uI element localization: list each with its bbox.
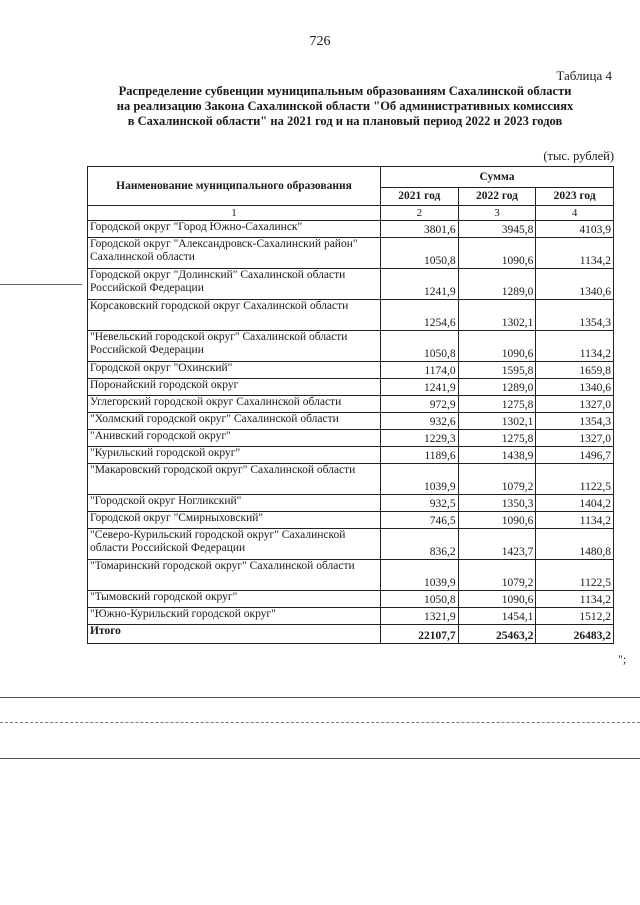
amount-2022: 1079,2 [458, 464, 536, 495]
header-year-2022: 2022 год [458, 188, 536, 206]
amount-2022: 1289,0 [458, 379, 536, 396]
municipality-name: Городской округ "Охинский" [88, 362, 381, 379]
table-row [88, 529, 614, 560]
header-year-2021: 2021 год [381, 188, 459, 206]
total-label: Итого [88, 625, 381, 644]
column-index: 2 [381, 206, 459, 221]
subvention-table [87, 166, 614, 644]
amount-2022: 1454,1 [458, 608, 536, 625]
municipality-name: Городской округ "Смирныховский" [88, 512, 381, 529]
amount-2023: 1134,2 [536, 331, 614, 362]
amount-2021: 836,2 [381, 529, 459, 560]
header-name: Наименование муниципального образования [88, 167, 381, 206]
amount-2023: 1659,8 [536, 362, 614, 379]
amount-2021: 1039,9 [381, 464, 459, 495]
column-index: 3 [458, 206, 536, 221]
table-row [88, 464, 614, 495]
amount-2022: 1289,0 [458, 269, 536, 300]
municipality-name: "Южно-Курильский городской округ" [88, 608, 381, 625]
table-row [88, 221, 614, 238]
amount-2023: 1404,2 [536, 495, 614, 512]
amount-2023: 1134,2 [536, 238, 614, 269]
municipality-name: Городской округ "Город Южно-Сахалинск" [88, 221, 381, 238]
amount-2023: 1340,6 [536, 379, 614, 396]
table-row [88, 608, 614, 625]
amount-2023: 1496,7 [536, 447, 614, 464]
table-row [88, 560, 614, 591]
municipality-name: "Анивский городской округ" [88, 430, 381, 447]
amount-2022: 1423,7 [458, 529, 536, 560]
amount-2023: 1134,2 [536, 512, 614, 529]
amount-2022: 1302,1 [458, 413, 536, 430]
column-index-row [88, 206, 614, 221]
municipality-name: "Тымовский городской округ" [88, 591, 381, 608]
table-number: Таблица 4 [556, 68, 612, 83]
column-index: 4 [536, 206, 614, 221]
amount-2021: 1229,3 [381, 430, 459, 447]
amount-2021: 1050,8 [381, 591, 459, 608]
municipality-name: "Томаринский городской округ" Сахалинской области [88, 560, 381, 591]
amount-2021: 1321,9 [381, 608, 459, 625]
amount-2021: 1039,9 [381, 560, 459, 591]
total-row [88, 625, 614, 644]
header-year-2023: 2023 год [536, 188, 614, 206]
title-line: на реализацию Закона Сахалинской области "Об административных комиссиях [116, 99, 574, 113]
amount-2023: 1327,0 [536, 430, 614, 447]
column-index: 1 [88, 206, 381, 221]
amount-2021: 746,5 [381, 512, 459, 529]
municipality-name: "Курильский городской округ" [88, 447, 381, 464]
municipality-name: "Макаровский городской округ" Сахалинской области [88, 464, 381, 495]
header-sum: Сумма [381, 167, 614, 188]
amount-2021: 1189,6 [381, 447, 459, 464]
municipality-name: "Городской округ Ногликский" [88, 495, 381, 512]
table-row [88, 430, 614, 447]
page-number: 726 [309, 34, 331, 49]
municipality-name: "Холмский городской округ" Сахалинской области [88, 413, 381, 430]
municipality-name: Поронайский городской округ [88, 379, 381, 396]
amount-2021: 1241,9 [381, 379, 459, 396]
amount-2022: 1090,6 [458, 591, 536, 608]
amount-2023: 1354,3 [536, 413, 614, 430]
amount-2021: 1050,8 [381, 331, 459, 362]
table-row [88, 591, 614, 608]
amount-2021: 932,5 [381, 495, 459, 512]
table-row [88, 238, 614, 269]
amount-2021: 1241,9 [381, 269, 459, 300]
amount-2022: 1275,8 [458, 396, 536, 413]
amount-2023: 1512,2 [536, 608, 614, 625]
amount-2021: 932,6 [381, 413, 459, 430]
table-row [88, 447, 614, 464]
amount-2022: 1275,8 [458, 430, 536, 447]
divider-line [0, 758, 640, 759]
amount-2022: 1350,3 [458, 495, 536, 512]
table-row [88, 300, 614, 331]
divider-line [0, 722, 640, 723]
municipality-name: Городской округ "Александровск-Сахалинский район" Сахалинской области [88, 238, 381, 269]
amount-2021: 972,9 [381, 396, 459, 413]
amount-2021: 3801,6 [381, 221, 459, 238]
amount-2022: 3945,8 [458, 221, 536, 238]
municipality-name: "Северо-Курильский городской округ" Сахалинской области Российской Федерации [88, 529, 381, 560]
amount-2022: 1079,2 [458, 560, 536, 591]
amount-2022: 1090,6 [458, 238, 536, 269]
table-row [88, 512, 614, 529]
amount-2022: 1090,6 [458, 331, 536, 362]
amount-2023: 1340,6 [536, 269, 614, 300]
margin-line [0, 284, 82, 285]
amount-2023: 1134,2 [536, 591, 614, 608]
amount-2023: 1327,0 [536, 396, 614, 413]
document-title [100, 84, 590, 129]
municipality-name: "Невельский городской округ" Сахалинской области Российской Федерации [88, 331, 381, 362]
municipality-name: Углегорский городской округ Сахалинской области [88, 396, 381, 413]
municipality-name: Городской округ "Долинский" Сахалинской области Российской Федерации [88, 269, 381, 300]
divider-line [0, 697, 640, 698]
table-row [88, 362, 614, 379]
amount-2022: 1090,6 [458, 512, 536, 529]
table-row [88, 396, 614, 413]
amount-2023: 1354,3 [536, 300, 614, 331]
table-row [88, 413, 614, 430]
total-amount-2022: 25463,2 [458, 625, 536, 644]
amount-2022: 1438,9 [458, 447, 536, 464]
title-line: в Сахалинской области" на 2021 год и на плановый период 2022 и 2023 годов [127, 114, 563, 128]
amount-2022: 1302,1 [458, 300, 536, 331]
amount-2022: 1595,8 [458, 362, 536, 379]
total-amount-2023: 26483,2 [536, 625, 614, 644]
closing-quote-mark: "; [618, 652, 627, 666]
amount-2023: 1122,5 [536, 560, 614, 591]
table-row [88, 269, 614, 300]
municipality-name: Корсаковский городской округ Сахалинской области [88, 300, 381, 331]
amount-2023: 1122,5 [536, 464, 614, 495]
amount-2023: 4103,9 [536, 221, 614, 238]
amount-2023: 1480,8 [536, 529, 614, 560]
table-row [88, 379, 614, 396]
amount-2021: 1254,6 [381, 300, 459, 331]
total-amount-2021: 22107,7 [381, 625, 459, 644]
amount-2021: 1174,0 [381, 362, 459, 379]
amount-2021: 1050,8 [381, 238, 459, 269]
units-label: (тыс. рублей) [543, 149, 614, 163]
table-row [88, 495, 614, 512]
title-line: Распределение субвенции муниципальным образованиям Сахалинской области [118, 84, 572, 98]
table-row [88, 331, 614, 362]
